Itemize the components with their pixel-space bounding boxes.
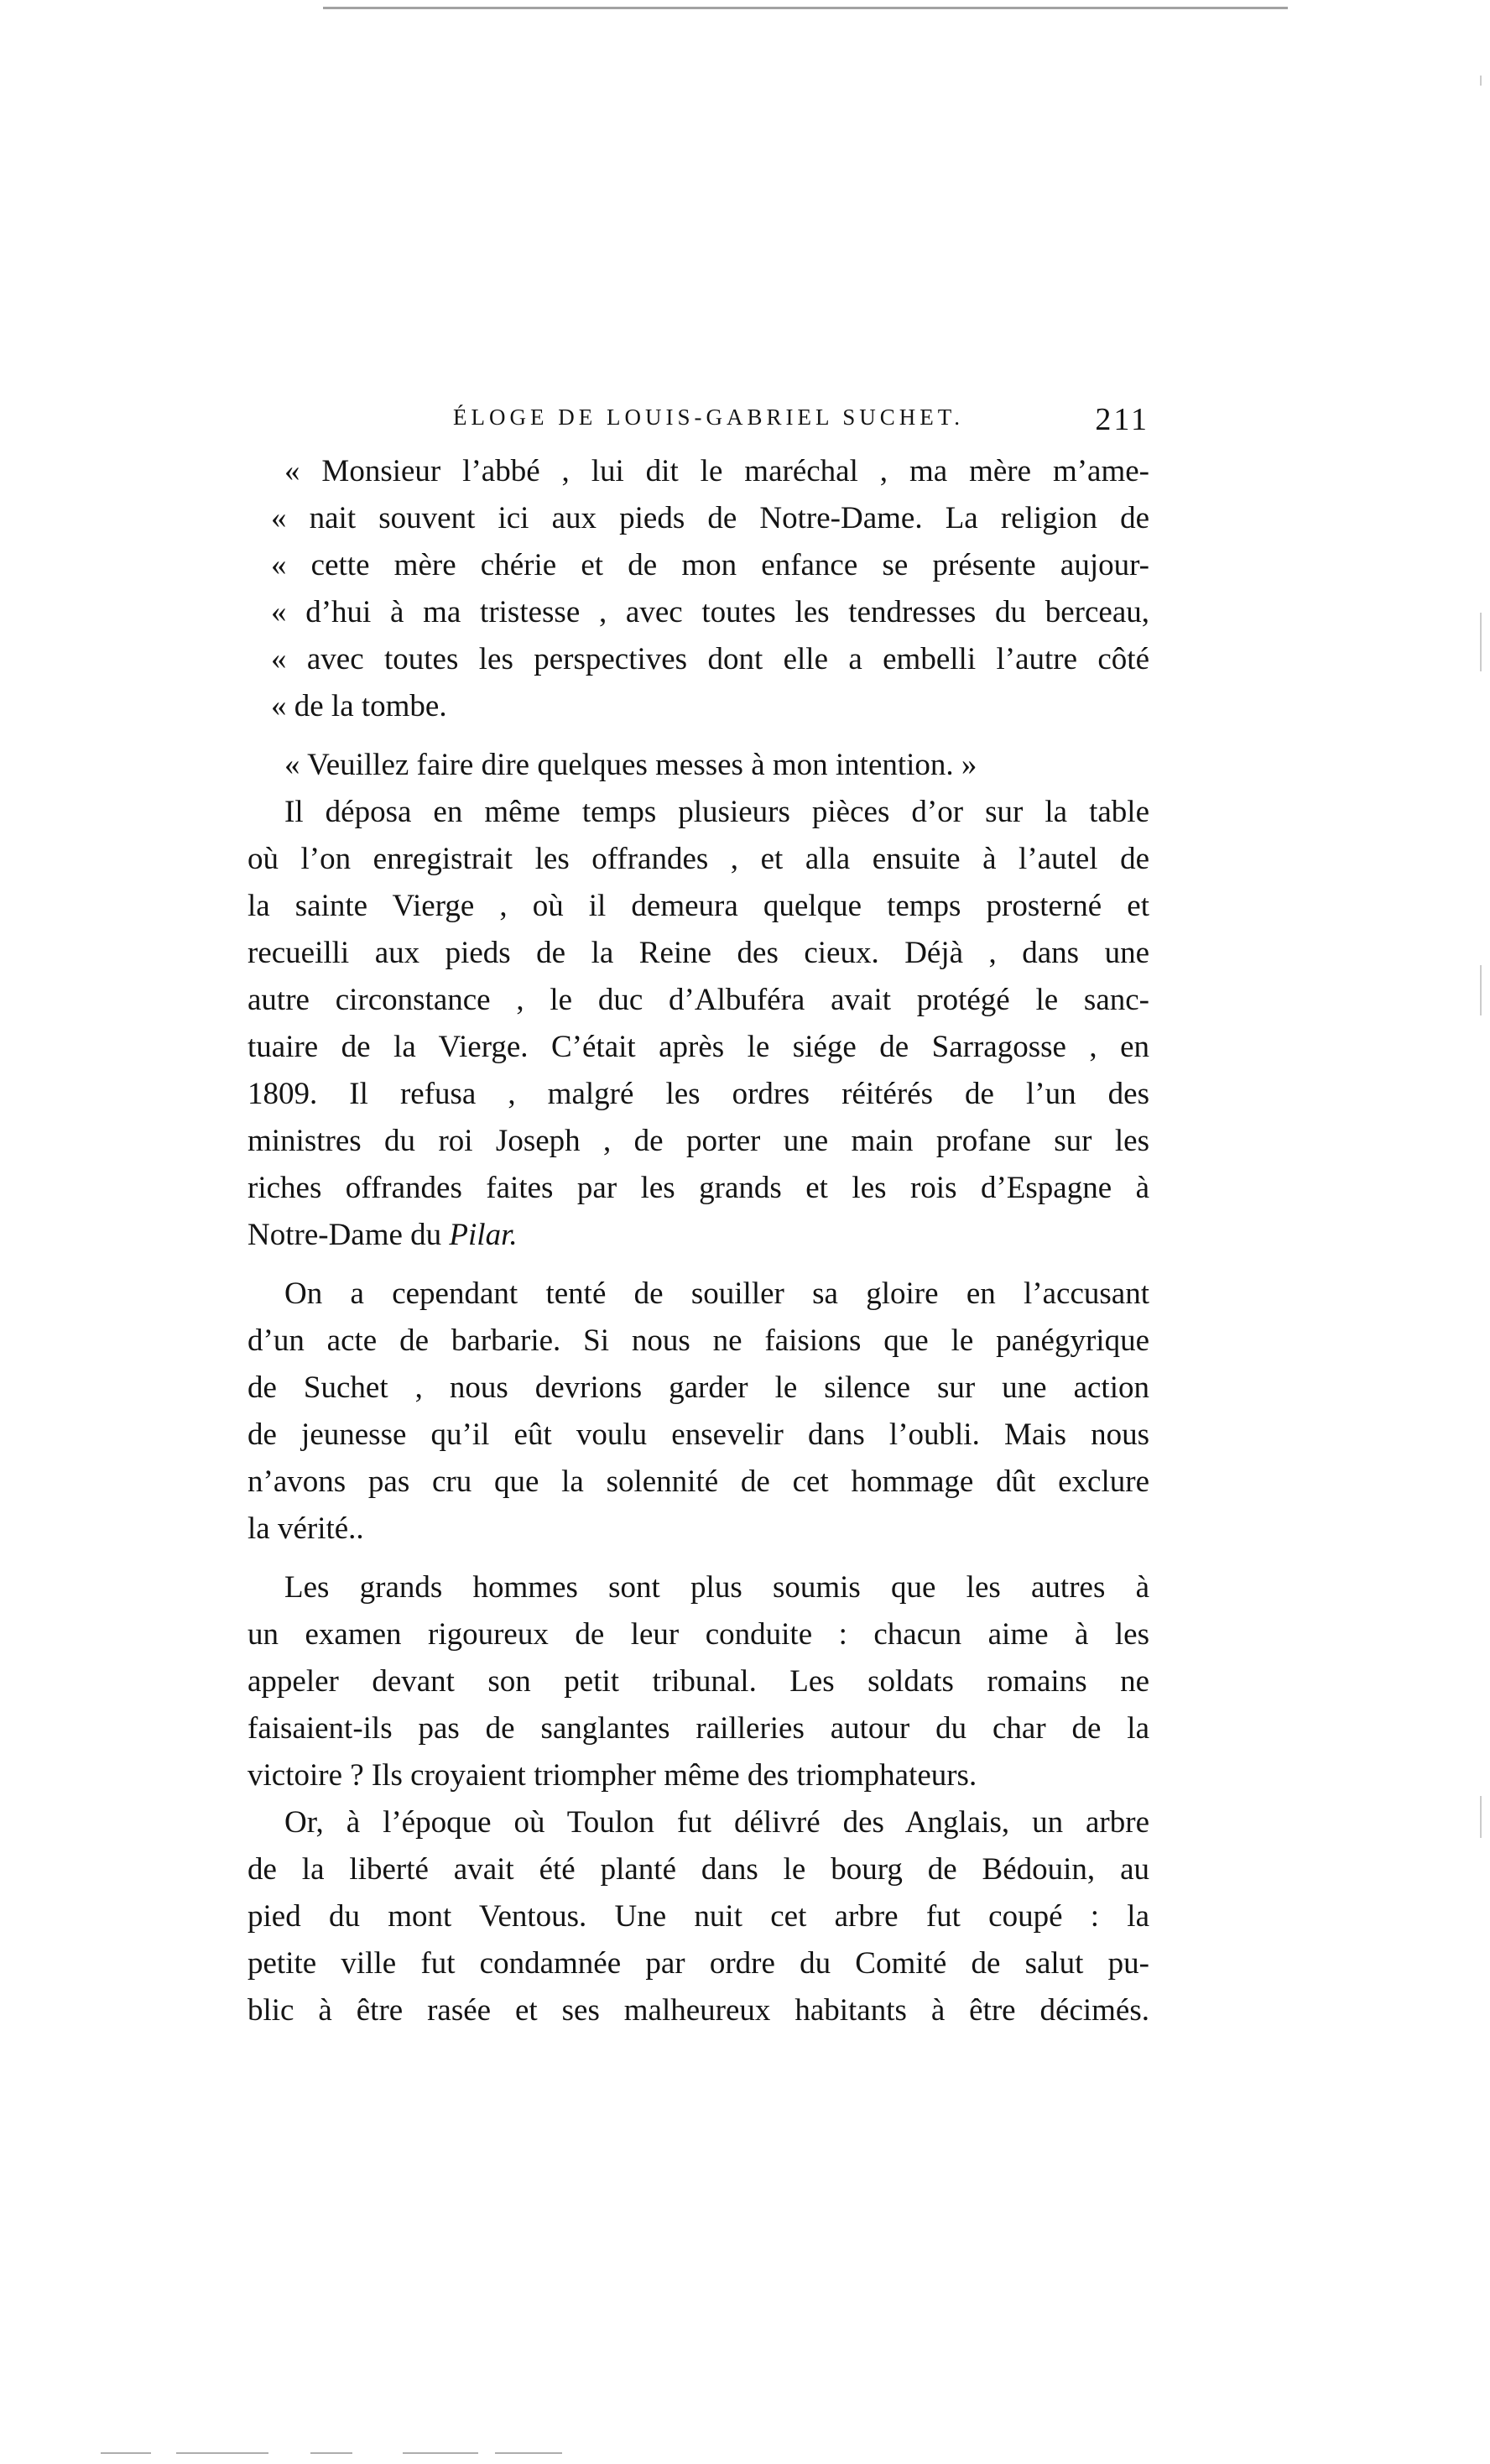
text-line: pied du mont Ventous. Une nuit cet arbre fut coupé : la <box>247 1899 1149 1934</box>
text-line: faisaient-ils pas de sanglantes railleries autour du char de la <box>247 1711 1149 1746</box>
text-line: autre circonstance , le duc d’Albuféra avait protégé le sanc- <box>247 983 1149 1017</box>
text-line: Il déposa en même temps plusieurs pièces d’or sur la table <box>284 795 1149 829</box>
text-line-start: Notre-Dame du <box>247 1218 450 1252</box>
text-line: petite ville fut condamnée par ordre du Comité de salut pu- <box>247 1946 1149 1981</box>
top-edge-rule <box>323 7 1288 9</box>
text-line: « de la tombe. <box>271 689 447 723</box>
text-line: d’un acte de barbarie. Si nous ne faisions que le panégyrique <box>247 1323 1149 1358</box>
scan-edge-mark <box>1480 965 1482 1015</box>
scan-edge-mark <box>1480 76 1482 86</box>
text-line: où l’on enregistrait les offrandes , et alla ensuite à l’autel de <box>247 842 1149 876</box>
text-line: « d’hui à ma tristesse , avec toutes les tendresses du berceau, <box>271 595 1149 629</box>
page-header <box>247 402 1149 438</box>
running-head: ÉLOGE DE LOUIS-GABRIEL SUCHET. <box>453 405 964 430</box>
text-line: ministres du roi Joseph , de porter une main profane sur les <box>247 1124 1149 1158</box>
scan-edge-mark <box>1480 613 1482 671</box>
bottom-edge-marks <box>101 2452 570 2455</box>
italic-word-pilar: Pilar. <box>449 1218 518 1252</box>
text-line: riches offrandes faites par les grands et les rois d’Espagne à <box>247 1171 1149 1205</box>
text-line: un examen rigoureux de leur conduite : chacun aime à les <box>247 1617 1149 1652</box>
text-line: de Suchet , nous devrions garder le silence sur une action <box>247 1370 1149 1405</box>
text-line: « nait souvent ici aux pieds de Notre-Dame. La religion de <box>271 501 1149 535</box>
text-line: de jeunesse qu’il eût voulu ensevelir dans l’oubli. Mais nous <box>247 1417 1149 1452</box>
text-line: « Veuillez faire dire quelques messes à mon intention. » <box>284 748 977 782</box>
scan-edge-mark <box>1480 1796 1482 1838</box>
text-line: victoire ? Ils croyaient triompher même des triomphateurs. <box>247 1758 977 1793</box>
page-number: 211 <box>1095 402 1149 437</box>
text-line: tuaire de la Vierge. C’était après le siége de Sarragosse , en <box>247 1030 1149 1064</box>
text-line: n’avons pas cru que la solennité de cet hommage dût exclure <box>247 1464 1149 1499</box>
text-line: « Monsieur l’abbé , lui dit le maréchal , ma mère m’ame- <box>284 454 1149 488</box>
text-line: « avec toutes les perspectives dont elle a embelli l’autre côté <box>271 642 1149 676</box>
text-line: la sainte Vierge , où il demeura quelque temps prosterné et <box>247 889 1149 923</box>
text-line: de la liberté avait été planté dans le bourg de Bédouin, au <box>247 1852 1149 1887</box>
text-line: Or, à l’époque où Toulon fut délivré des Anglais, un arbre <box>284 1805 1149 1840</box>
text-line: blic à être rasée et ses malheureux habitants à être décimés. <box>247 1993 1149 2028</box>
text-line: On a cependant tenté de souiller sa gloire en l’accusant <box>284 1276 1149 1311</box>
text-line: « cette mère chérie et de mon enfance se présente aujour- <box>271 548 1149 582</box>
text-line: recueilli aux pieds de la Reine des cieux. Déjà , dans une <box>247 936 1149 970</box>
text-line: appeler devant son petit tribunal. Les soldats romains ne <box>247 1664 1149 1699</box>
text-line: la vérité.. <box>247 1511 364 1546</box>
text-line <box>247 1212 1149 1259</box>
text-line: Les grands hommes sont plus soumis que les autres à <box>284 1570 1149 1605</box>
text-line: 1809. Il refusa , malgré les ordres réitérés de l’un des <box>247 1077 1149 1111</box>
page-body <box>247 448 1149 2034</box>
